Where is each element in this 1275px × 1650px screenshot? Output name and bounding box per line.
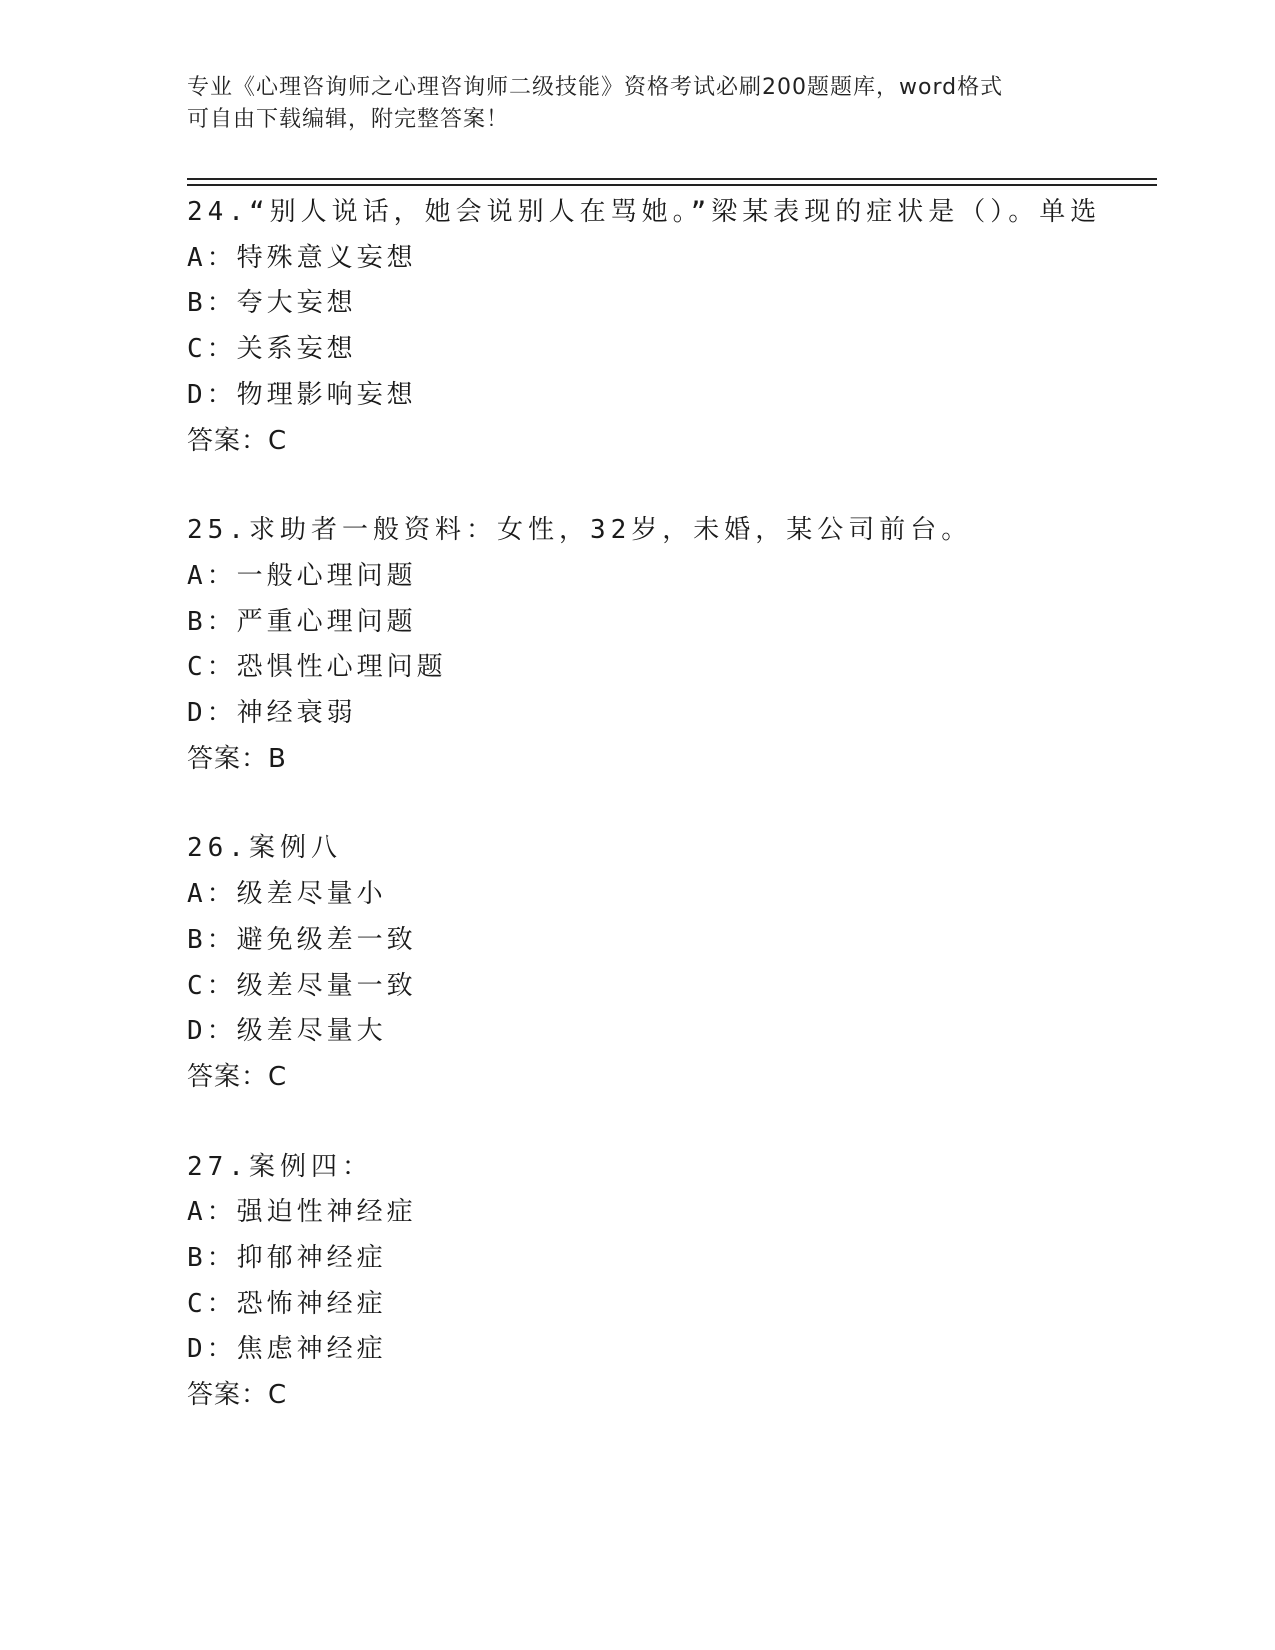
option-b: B：夸大妄想 bbox=[187, 288, 357, 319]
option-c: C：级差尽量一致 bbox=[187, 970, 417, 1001]
option-c: C：恐惧性心理问题 bbox=[187, 652, 447, 683]
option-a: A：级差尽量小 bbox=[187, 879, 387, 910]
header-divider-bottom bbox=[187, 184, 1157, 186]
header-line-2: 可自由下载编辑，附完整答案！ bbox=[187, 107, 510, 132]
header-line-1: 专业《心理咨询师之心理咨询师二级技能》资格考试必刷200题题库，word格式 bbox=[187, 75, 1004, 100]
option-c: C：关系妄想 bbox=[187, 334, 357, 365]
question-item bbox=[187, 190, 1157, 464]
option-a: A：一般心理问题 bbox=[187, 560, 417, 591]
option-a: A：强迫性神经症 bbox=[187, 1197, 417, 1228]
answer-text: 答案：C bbox=[187, 1061, 288, 1092]
option-b: B：抑郁神经症 bbox=[187, 1243, 387, 1274]
option-d: D：级差尽量大 bbox=[187, 1016, 387, 1047]
question-list bbox=[187, 190, 1157, 1463]
question-stem: 24.“别人说话，她会说别人在骂她。”梁某表现的症状是（）。单选 bbox=[187, 197, 1102, 227]
option-b: B：避免级差一致 bbox=[187, 924, 417, 955]
option-d: D：焦虑神经症 bbox=[187, 1334, 387, 1365]
option-b: B：严重心理问题 bbox=[187, 606, 417, 637]
answer-text: 答案：C bbox=[187, 425, 288, 456]
answer-text: 答案：C bbox=[187, 1380, 288, 1411]
question-item bbox=[187, 826, 1157, 1100]
option-a: A：特殊意义妄想 bbox=[187, 242, 417, 273]
document-header bbox=[187, 72, 1087, 136]
question-stem: 26.案例八 bbox=[187, 833, 342, 864]
question-item bbox=[187, 508, 1157, 782]
option-d: D：物理影响妄想 bbox=[187, 379, 417, 410]
question-stem: 25.求助者一般资料：女性，32岁，未婚，某公司前台。 bbox=[187, 515, 973, 546]
question-stem: 27.案例四： bbox=[187, 1151, 373, 1182]
option-c: C：恐怖神经症 bbox=[187, 1288, 387, 1319]
question-item bbox=[187, 1145, 1157, 1419]
answer-text: 答案：B bbox=[187, 743, 287, 774]
option-d: D：神经衰弱 bbox=[187, 698, 357, 729]
header-divider-top bbox=[187, 178, 1157, 180]
